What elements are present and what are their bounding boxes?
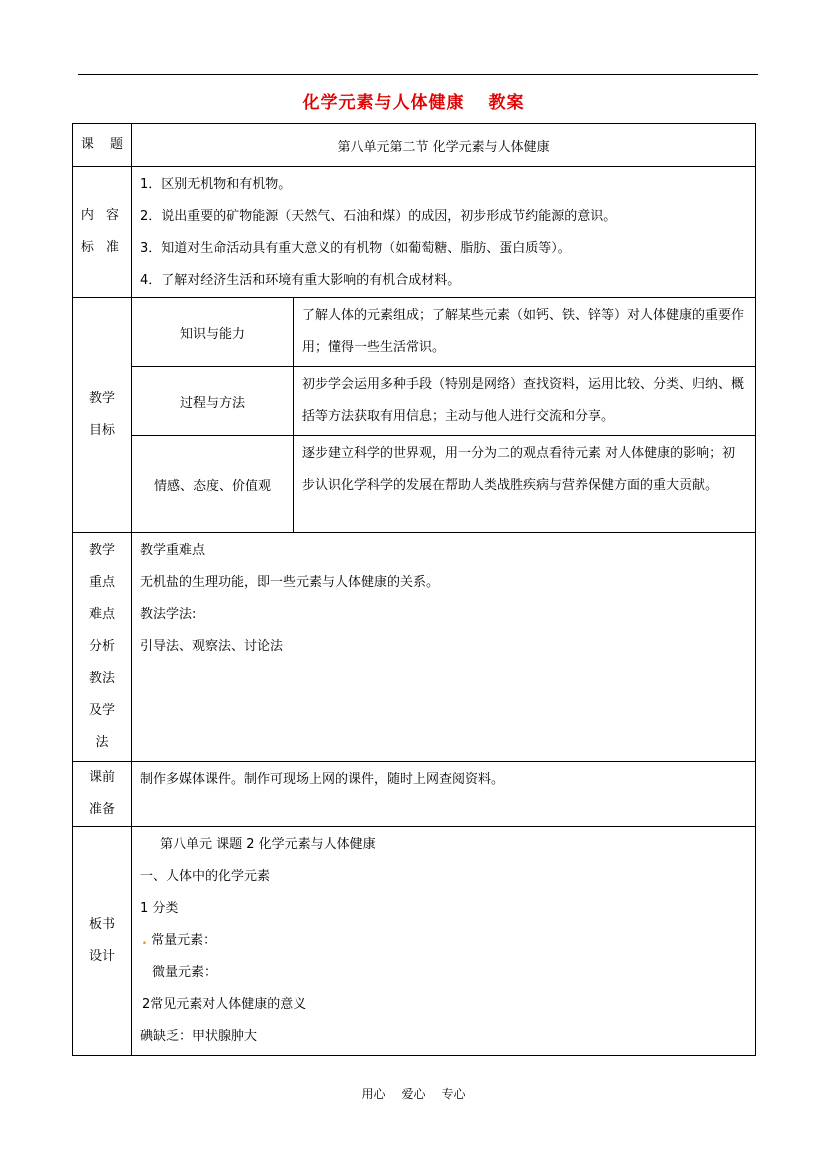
row-topic: [73, 124, 756, 167]
goal-name: 过程与方法: [132, 367, 294, 436]
bullet-dot: .: [142, 933, 147, 948]
key-points-line: 教法学法:: [140, 607, 197, 622]
list-item: 1．区别无机物和有机物。: [140, 177, 292, 192]
key-points-label: 教学 重点 难点 分析 教法 及学 法: [73, 533, 132, 762]
lesson-plan-table: [72, 123, 756, 1056]
board-line: 碘缺乏：甲状腺肿大: [140, 1029, 258, 1044]
board-content: [132, 827, 756, 1056]
board-line: 微量元素：: [152, 965, 218, 980]
board-line: 一、人体中的化学元素: [140, 869, 271, 884]
goal-name: 知识与能力: [132, 298, 294, 367]
goal-text: 逐步建立科学的世界观，用一分为二的观点看待元素 对人体健康的影响；初步认识化学科学的发展在帮助人类战胜疾病与营养保健方面的重大贡献。: [294, 436, 756, 533]
footer-text: 爱心: [401, 1087, 426, 1101]
topic-label: 课 题: [73, 124, 132, 167]
preparation-label: 课前 准备: [73, 762, 132, 827]
key-points-line: 教学重难点: [140, 543, 206, 558]
key-points-line: 引导法、观察法、讨论法: [140, 639, 284, 654]
preparation-text: 制作多媒体课件。制作可现场上网的课件，随时上网查阅资料。: [132, 762, 756, 827]
goal-name: 情感、态度、价值观: [132, 436, 294, 533]
list-item: 4．了解对经济生活和环境有重大影响的有机合成材料。: [140, 273, 461, 288]
content-standard-label: 内 容 标 准: [73, 167, 132, 298]
list-item: 2．说出重要的矿物能源（天然气、石油和煤）的成因，初步形成节约能源的意识。: [140, 209, 617, 224]
row-board-design: [73, 827, 756, 1056]
row-preparation: [73, 762, 756, 827]
title-main: 化学元素与人体健康: [302, 93, 465, 113]
goals-label: 教学 目标: [73, 298, 132, 533]
topic-value: 第八单元第二节 化学元素与人体健康: [132, 124, 756, 167]
title-suffix: 教案: [488, 93, 525, 113]
footer-text: 专心: [441, 1087, 466, 1101]
row-goal-attitude: [73, 436, 756, 533]
board-line: . 常量元素：: [142, 933, 217, 948]
board-line: 第八单元 课题 2 化学元素与人体健康: [160, 837, 376, 852]
row-content-standard: [73, 167, 756, 298]
footer-text: 用心: [361, 1087, 386, 1101]
document-title: [0, 88, 827, 113]
key-points-content: [132, 533, 756, 762]
board-label: 板书 设计: [73, 827, 132, 1056]
content-standard-items: [132, 167, 756, 298]
goal-text: 了解人体的元素组成；了解某些元素（如钙、铁、锌等）对人体健康的重要作用；懂得一些生活常识。: [294, 298, 756, 367]
list-item: 3．知道对生命活动具有重大意义的有机物（如葡萄糖、脂肪、蛋白质等）。: [140, 241, 571, 256]
row-key-points: [73, 533, 756, 762]
row-goal-knowledge: [73, 298, 756, 367]
board-line: 2常见元素对人体健康的意义: [142, 997, 307, 1012]
goal-text: 初步学会运用多种手段（特别是网络）查找资料，运用比较、分类、归纳、概括等方法获取有用信息；主动与他人进行交流和分享。: [294, 367, 756, 436]
page-footer: [0, 1085, 827, 1102]
key-points-line: 无机盐的生理功能，即一些元素与人体健康的关系。: [140, 575, 440, 590]
row-goal-process: [73, 367, 756, 436]
header-rule: [78, 74, 758, 75]
board-line: 1 分类: [140, 901, 179, 916]
